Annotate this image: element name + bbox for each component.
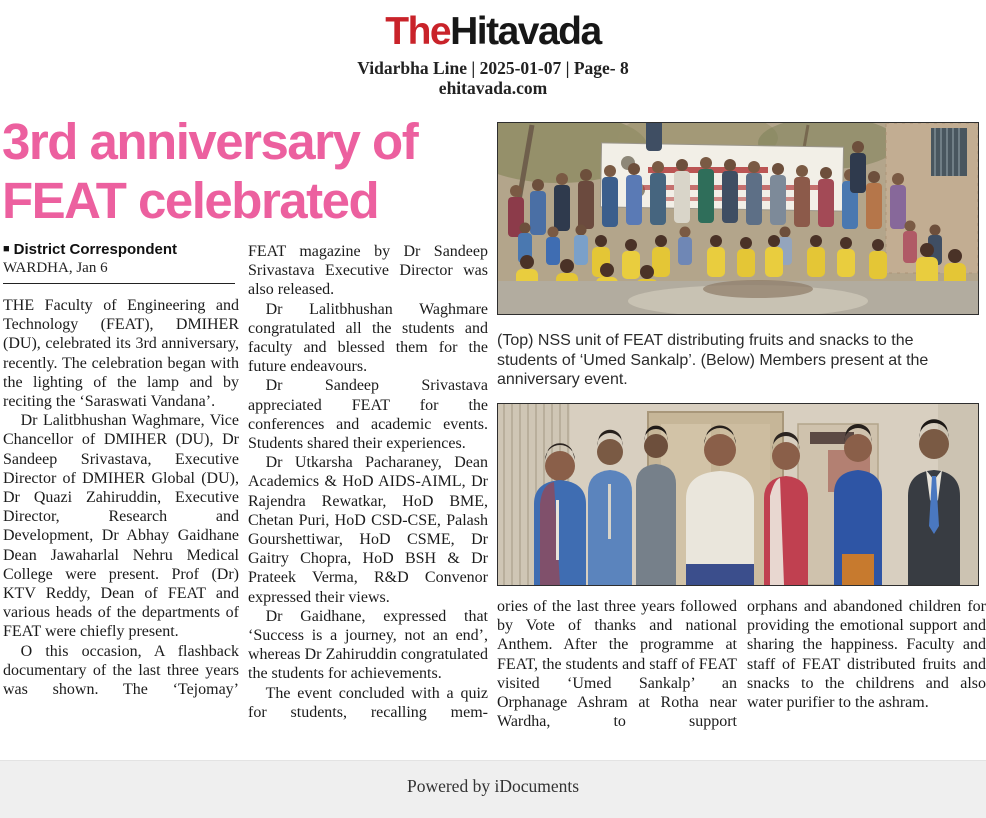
edition-date-page-line: Vidarbha Line | 2025-01-07 | Page- 8 — [357, 58, 629, 78]
website-line: ehitavada.com — [438, 78, 548, 98]
photo-indoor-group — [497, 403, 979, 586]
byline-block — [3, 241, 239, 284]
footer-bar — [0, 760, 986, 818]
newspaper-logo — [0, 10, 986, 54]
article-paragraph: Dr Lalitbhushan Waghmare congratulated all the students and faculty and blessed them for the future endeavours. — [248, 300, 488, 376]
photo-caption: (Top) NSS unit of FEAT distributing fruits and snacks to the students of ‘Umed Sankalp’. (Below) Members present at the anniversary event. — [497, 332, 929, 388]
article-paragraph: ories of the last three years followed by Vote of thanks and national Anthem. After the programme at FEAT, the students and staff of FEAT visited ‘Umed Sankalp’ an Orphanage Ashram at Rotha near Wardha, to support — [497, 598, 737, 731]
article-column-2 — [248, 242, 488, 722]
article-paragraph: The event concluded with a quiz for students, recalling mem- — [248, 684, 488, 721]
masthead — [0, 10, 986, 98]
powered-by-text: Powered by iDocuments — [406, 776, 580, 796]
article-paragraph: THE Faculty of Engineering and Technology (FEAT), DMIHER (DU), celebrated its 3rd anniversary, recently. The celebration began with the lighting of the lamp and by reciting the ‘Saraswati Vandana’. — [3, 297, 239, 411]
photo-outdoor-group — [497, 122, 979, 315]
article-column-3 — [497, 597, 737, 731]
dateline: WARDHA, Jan 6 — [3, 260, 108, 276]
article-paragraph: Dr Sandeep Srivastava appreciated FEAT for the conferences and academic events. Students shared their experiences. — [248, 377, 488, 453]
logo-the: The — [385, 10, 451, 53]
byline — [3, 241, 239, 258]
byline-text: District Correspondent — [13, 241, 178, 258]
photo-outdoor-group-illustration — [498, 123, 978, 314]
byline-square-icon: ■ — [3, 243, 10, 255]
article-paragraph: O this occasion, A flashback documentary of the last three years was shown. The ‘Tejomay’ — [3, 642, 239, 699]
article-column-4 — [747, 597, 986, 712]
article-paragraph: Dr Gaidhane, expressed that ‘Success is a journey, not an end’, whereas Dr Zahiruddin congratulated the students for achievements. — [248, 607, 488, 683]
article-column-1 — [3, 296, 239, 699]
article-paragraph: Dr Utkarsha Pacharaney, Dean Academics & HoD AIDS-AIML, Dr Rajendra Rewatkar, HoD BME, Chetan Puri, HoD CSD-CSE, Palash Gourshettiwar, HoD CSME, Dr Gaitry Chopra, HoD BSH & Dr Prateek Verma, R&D Convenor expressed their views. — [248, 454, 488, 606]
logo-hitavada: Hitavada — [450, 10, 601, 53]
article-headline: 3rd anniversary of FEAT celebrated — [2, 113, 418, 229]
article-paragraph: Dr Lalitbhushan Waghmare, Vice Chancellor of DMIHER (DU), Dr Sandeep Srivastava, Executive Director of DMIHER Global (DU), Dr Quazi Zahiruddin, Executive Director, Research and Development, Dr Abhay Gaidhane Dean Jawaharlal Nehru Medical College were present. Prof (Dr) KTV Reddy, Dean of FEAT and various heads of the departments of FEAT were chiefly present. — [3, 412, 239, 641]
article-paragraph: FEAT magazine by Dr Sandeep Srivastava Executive Director was also released. — [248, 243, 488, 299]
photo-indoor-group-illustration — [498, 404, 978, 585]
byline-rule — [3, 283, 235, 284]
article-paragraph: orphans and abandoned children for providing the emotional support and sharing the happiness. Faculty and staff of FEAT distributed fruits and snacks to the childrens and also water purifier to the ashram. — [747, 598, 986, 712]
